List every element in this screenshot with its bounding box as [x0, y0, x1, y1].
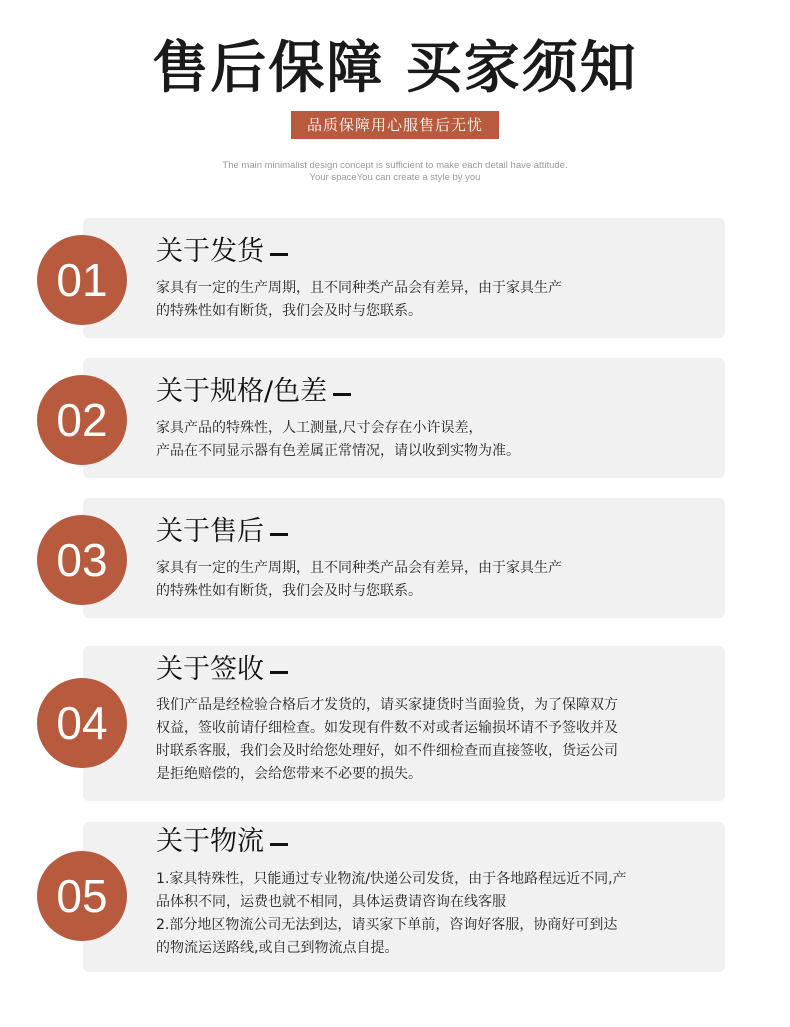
section-heading-text: 关于签收: [156, 654, 264, 685]
heading-dash: [333, 393, 351, 396]
heading-dash: [270, 843, 288, 846]
section-body: [156, 277, 716, 323]
section-body: [156, 694, 716, 786]
page-title: 售后保障 买家须知: [152, 35, 638, 101]
section-number-badge: 02: [37, 375, 127, 465]
section-heading-text: 关于规格/色差: [156, 376, 328, 407]
subtitle-line-2: Your spaceYou can create a style by you: [309, 172, 481, 183]
section-heading: [156, 515, 288, 549]
badge-wrap: [0, 111, 790, 139]
section-body-line: 的物流运送路线,或自己到物流点自提。: [156, 940, 399, 956]
section-body-line: 家具产品的特殊性，人工测量,尺寸会存在小许误差，: [156, 420, 483, 436]
section-body-line: 的特殊性如有断货，我们会及时与您联系。: [156, 583, 422, 599]
section-body-line: 1.家具特殊性，只能通过专业物流/快递公司发货，由于各地路程远近不同,产: [156, 871, 627, 887]
section-body-line: 产品在不同显示器有色差属正常情况，请以收到实物为准。: [156, 443, 520, 459]
heading-dash: [270, 671, 288, 674]
section-body: [156, 557, 716, 603]
section-number-badge: 01: [37, 235, 127, 325]
section-body-line: 权益，签收前请仔细检查。如发现有件数不对或者运输损坏请不予签收并及: [156, 720, 618, 736]
section-body: [156, 417, 716, 463]
section-body: [156, 868, 716, 960]
slogan-badge: 品质保障用心服售后无忧: [291, 111, 499, 139]
section-body-line: 是拒绝赔偿的，会给您带来不必要的损失。: [156, 766, 422, 782]
section-heading: [156, 653, 288, 687]
section-heading-text: 关于物流: [156, 826, 264, 857]
heading-dash: [270, 253, 288, 256]
heading-dash: [270, 533, 288, 536]
section-body-line: 我们产品是经检验合格后才发货的，请买家捷货时当面验货，为了保障双方: [156, 697, 618, 713]
section-heading: [156, 825, 288, 859]
section-body-line: 的特殊性如有断货，我们会及时与您联系。: [156, 303, 422, 319]
section-number-badge: 05: [37, 851, 127, 941]
section-heading-text: 关于售后: [156, 516, 264, 547]
section-body-line: 2.部分地区物流公司无法到达，请买家下单前，咨询好客服，协商好可到达: [156, 917, 618, 933]
section-heading: [156, 235, 288, 269]
section-body-line: 家具有一定的生产周期，且不同种类产品会有差异，由于家具生产: [156, 280, 562, 296]
section-number-badge: 03: [37, 515, 127, 605]
section-heading: [156, 375, 351, 409]
section-body-line: 家具有一定的生产周期，且不同种类产品会有差异，由于家具生产: [156, 560, 562, 576]
section-heading-text: 关于发货: [156, 236, 264, 267]
section-body-line: 品体积不同，运费也就不相同，具体运费请咨询在线客服: [156, 894, 506, 910]
subtitle-line-1: The main minimalist design concept is sufficient to make each detail have attitude.: [222, 160, 568, 171]
section-number-badge: 04: [37, 678, 127, 768]
section-body-line: 时联系客服，我们会及时给您处理好，如不件细检查而直接签收，货运公司: [156, 743, 618, 759]
